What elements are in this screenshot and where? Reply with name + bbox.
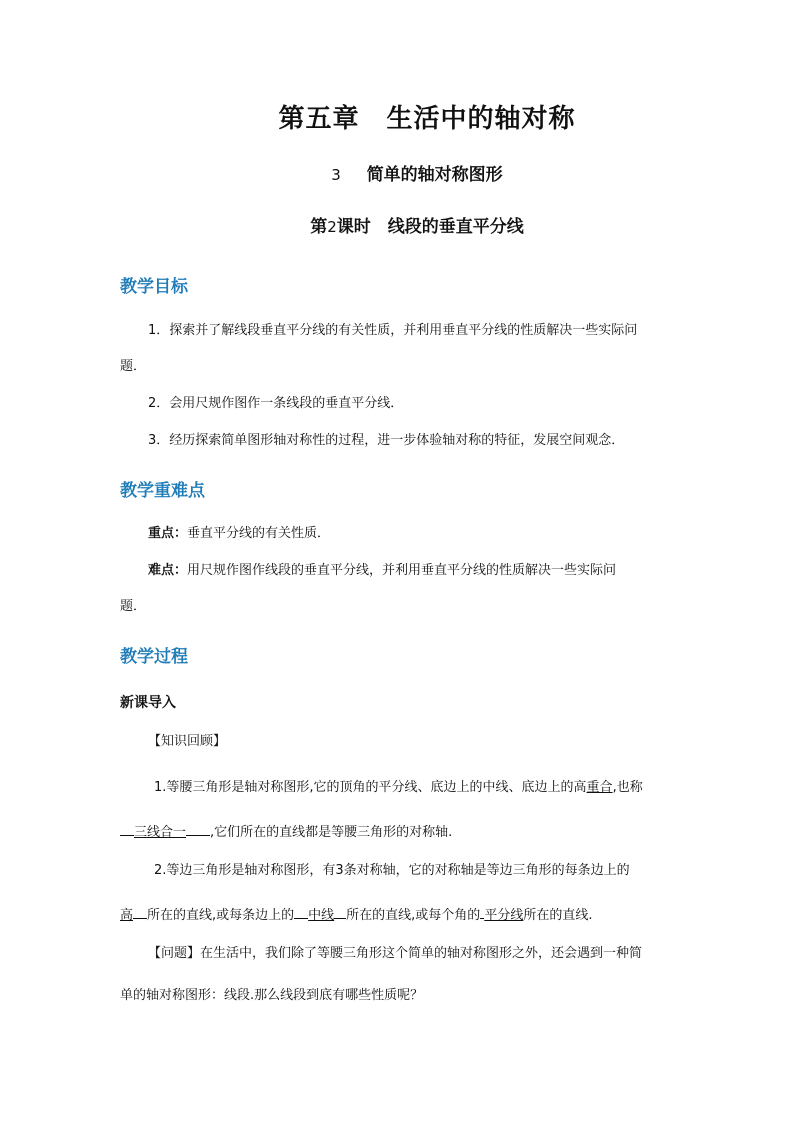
review-item-1-answer: 重合 xyxy=(586,780,613,795)
key-label: 重点： xyxy=(148,526,188,541)
review-item-2-cont xyxy=(120,903,680,926)
goal-item-1: 1．探索并了解线段垂直平分线的有关性质，并利用垂直平分线的性质解决一些实际问 xyxy=(148,323,638,338)
difficult-point xyxy=(120,561,708,581)
question-label: 【问题】 xyxy=(148,946,201,961)
review-item-1-answer-2: 三线合一 xyxy=(134,825,187,840)
blank-line xyxy=(120,820,134,836)
question-text: 在生活中，我们除了等腰三角形这个简单的轴对称图形之外，还会遇到一种简 xyxy=(200,946,643,961)
question-cont: 单的轴对称图形：线段.那么线段到底有哪些性质呢？ xyxy=(120,988,424,1003)
review-item-2-text-d: 所在的直线. xyxy=(523,908,593,923)
review-label: 【知识回顾】 xyxy=(148,734,227,749)
lesson-title xyxy=(0,212,794,237)
review-item-2-answer-3: 平分线 xyxy=(484,908,524,923)
section-number: 3 xyxy=(331,166,341,184)
goals-heading: 教学目标 xyxy=(120,277,188,297)
blank-line xyxy=(133,903,147,919)
review-item-1-text: 1.等腰三角形是轴对称图形,它的顶角的平分线、底边上的中线、底边上的高 xyxy=(154,780,587,795)
goal-item-2: 2．会用尺规作图作一条线段的垂直平分线． xyxy=(148,396,404,411)
lesson-prefix: 第 xyxy=(310,217,328,237)
new-lesson-intro: 新课导入 xyxy=(120,695,176,711)
review-item-1 xyxy=(120,778,714,798)
blank-line xyxy=(186,820,210,836)
process-heading: 教学过程 xyxy=(120,647,188,667)
goal-item-3: 3．经历探索简单图形轴对称性的过程，进一步体验轴对称的特征，发展空间观念． xyxy=(148,433,625,448)
lesson-name: 课时 线段的垂直平分线 xyxy=(336,217,524,237)
section-title xyxy=(0,160,794,185)
review-item-2-answer-2: 中线 xyxy=(308,908,335,923)
lesson-number: 2 xyxy=(327,218,337,236)
difficult-point-cont: 题． xyxy=(120,599,147,614)
difficult-label: 难点： xyxy=(148,563,188,578)
review-item-1-text-b: ,也称 xyxy=(612,780,643,795)
chapter-title: 第五章 生活中的轴对称 xyxy=(278,104,576,134)
question xyxy=(120,944,708,964)
key-text: 垂直平分线的有关性质． xyxy=(187,526,331,541)
key-point xyxy=(120,524,708,544)
review-item-1-cont xyxy=(120,820,680,843)
review-item-2-answer-1: 高 xyxy=(120,908,134,923)
section-name: 简单的轴对称图形 xyxy=(366,165,503,185)
review-item-2: 2.等边三角形是轴对称图形，有3条对称轴，它的对称轴是等边三角形的每条边上的 xyxy=(154,863,630,878)
review-item-2-text-b: 所在的直线,或每条边上的 xyxy=(147,908,295,923)
review-item-2-text-c: 所在的直线,或每个角的 xyxy=(346,908,481,923)
review-item-1-text-c: ,它们所在的直线都是等腰三角形的对称轴. xyxy=(210,825,453,840)
difficult-text: 用尺规作图作线段的垂直平分线，并利用垂直平分线的性质解决一些实际问 xyxy=(187,563,617,578)
keypoints-heading: 教学重难点 xyxy=(120,481,205,501)
blank-line xyxy=(294,903,308,919)
goal-item-1-cont: 题． xyxy=(120,359,147,374)
blank-line xyxy=(334,903,346,919)
